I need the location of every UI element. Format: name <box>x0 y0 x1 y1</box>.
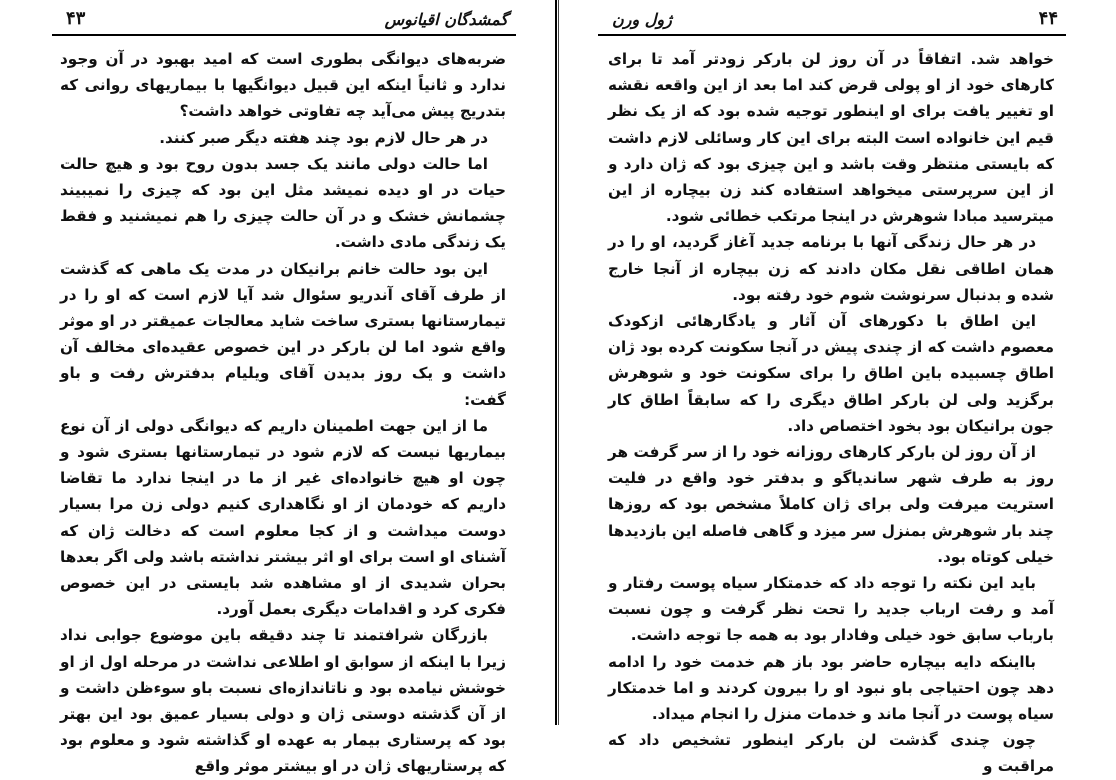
paragraph: بااینکه دایه بیچاره حاضر بود باز هم خدمت خود را ادامه دهد چون احتیاجی باو نبود او را بیرون کردند و اما خدمتکار سیاه پوست در آنجا ماند و خدمات منزل را انجام میداد. <box>608 652 1054 724</box>
left-page-body <box>60 46 506 780</box>
paragraph: ضربه‌های دیوانگی بطوری است که امید بهبود در آن وجود ندارد و ثانیاً اینکه این قبیل دیوانگیها با بیماریهای روانی که بتدریج پیش می‌آید چه تفاوتی خواهد داشت؟ <box>60 50 506 121</box>
paragraph: این اطاق با دکورهای آن آثار و یادگارهائی ازکودک معصوم داشت که از چندی پیش در آنجا سکونت کرده بود ژان اطاق چسبیده باین اطاق را برای سکونت خود و شوهرش برگزید ولی لن بارکر اطاق دیگری را که سابقاً اطاق کار جون برانیکان بود بخود اختصاص داد. <box>608 312 1054 435</box>
page-number: ۴۳ <box>66 8 86 29</box>
running-title: گمشدگان اقیانوس <box>384 10 508 29</box>
paragraph: بازرگان شرافتمند تا چند دقیقه باین موضوع جوابی نداد زیرا با اینکه از سوابق او اطلاعی نداشت در مرحله اول از او خوشش نیامده بود و ناتاندازه‌ای نسبت باو سوءظن داشت و از آن گذشته دوستی ژان و دولی بسیار عمیق بود این بهتر بود که پرستاری بیمار به عهده او گذاشته شود و معلوم بود که پرستاریهای ژان در او بیشتر موثر واقع <box>60 626 506 776</box>
right-page-body <box>608 46 1054 780</box>
paragraph: در هر حال زندگی آنها با برنامه جدید آغاز گردید، او را در همان اطاقی نقل مکان دادند که زن بیچاره از آنجا خارج شده و بدنبال سرنوشت شوم خود رفته بود. <box>608 233 1054 304</box>
paragraph: چون چندی گذشت لن بارکر اینطور تشخیص داد که مراقبت و <box>608 731 1054 776</box>
paragraph: ما از این جهت اطمینان داریم که دیوانگی دولی از آن نوع بیماریها نیست که لازم شود در تیمارستانها بستری شود و چون او هیچ خانواده‌ای غیر از ما در اینجا ندارد ما تقاضا داریم که خودمان از او نگاهداری کنیم دولی زن مرا بسیار دوست میداشت و از کجا معلوم است که دخالت ژان که آشنای او است برای او اثر بیشتر نداشته باشد ولی اگر بعدها بحران شدیدی از او مشاهده شد بایستی در این خصوص فکری کرد و اقدامات دیگری بعمل آورد. <box>60 416 506 619</box>
left-page-header <box>52 6 516 36</box>
right-page <box>560 0 1116 776</box>
running-title: ژول ورن <box>612 10 672 29</box>
paragraph: از آن روز لن بارکر کارهای روزانه خود را از سر گرفت هر روز به طرف شهر ساندیاگو و بدفتر خود واقع در فلیت استریت میرفت ولی برای ژان کاملاً مشخص بود که روزها چند بار شوهرش بمنزل سر میزد و گاهی فاصله این بازدیدها خیلی کوتاه بود. <box>608 443 1054 566</box>
paragraph: اما حالت دولی مانند یک جسد بدون روح بود و هیچ حالت حیات در او دیده نمیشد مثل این بود که چیزی را نمیبیند چشمانش خشک و در آن حالت چیزی را هم نمیشنید و فقط یک زندگی مادی داشت. <box>60 154 506 252</box>
paragraph: این بود حالت خانم برانیکان در مدت یک ماهی که گذشت از طرف آقای آندریو سئوال شد آیا لازم است که او را در تیمارستانها بستری ساخت شاید معالجات عمیقتر در او موثر واقع شود اما لن بارکر در این خصوص عقیده‌ای مخالف آن داشت و یک روز بدیدن آقای ویلیام بدفترش رفت و باو گفت: <box>60 259 506 409</box>
page-number: ۴۴ <box>1038 8 1058 29</box>
page-divider <box>558 0 559 725</box>
paragraph: باید این نکته را توجه داد که خدمتکار سیاه پوست رفتار و آمد و رفت ارباب جدید را تحت نظر گرفت و چون نسبت بارباب سابق خود خیلی وفادار بود به همه جا توجه داشت. <box>608 574 1054 645</box>
right-page-header <box>598 6 1066 36</box>
paragraph: در هر حال لازم بود چند هفته دیگر صبر کنند. <box>159 128 488 147</box>
left-page <box>0 0 556 776</box>
page-divider <box>555 0 557 725</box>
paragraph: خواهد شد. اتفاقاً در آن روز لن بارکر زودتر آمد تا برای کارهای خود از او پولی قرض کند اما بعد از این واقعه نقشه او تغییر یافت برای او اینطور توجیه شده بود که از یک نظر قیم این خانواده است البته برای این کار وسائلی لازم داشت که بایستی منتظر وقت باشد و این چیزی بود که ژان دارد و از این سرپرستی میخواهد استفاده کند زن بیچاره از این میترسید مبادا شوهرش در اینجا مرتکب خطائی شود. <box>608 50 1054 226</box>
